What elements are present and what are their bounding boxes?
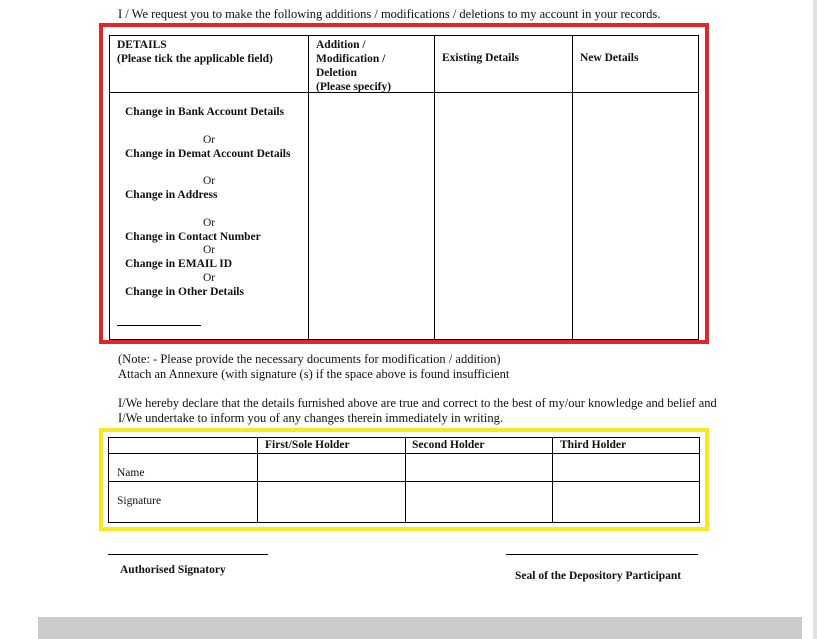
second-holder-header: Second Holder xyxy=(412,439,485,451)
option-address[interactable]: Change in Address xyxy=(125,189,218,201)
page-bottom-bar xyxy=(38,617,802,639)
new-details-header: New Details xyxy=(580,52,639,64)
column-divider xyxy=(405,438,406,522)
seal-label: Seal of the Depository Participant xyxy=(515,570,682,582)
option-bank-account[interactable]: Change in Bank Account Details xyxy=(125,106,285,118)
option-email-id[interactable]: Change in EMAIL ID xyxy=(125,258,233,270)
declaration-text: I/We hereby declare that the details furnished above are true and correct to the best of my/our knowledge and belief and I/We undertake to inform you of any changes therein immediately in writing. xyxy=(118,396,717,425)
holders-table xyxy=(108,437,700,523)
other-details-fill-line xyxy=(117,325,201,326)
column-divider xyxy=(552,438,553,522)
scrollbar-track[interactable] xyxy=(813,0,817,639)
details-header: DETAILS (Please tick the applicable field) xyxy=(117,39,273,65)
name-row-label: Name xyxy=(117,467,145,479)
option-demat-account[interactable]: Change in Demat Account Details xyxy=(125,148,291,160)
option-contact-number[interactable]: Change in Contact Number xyxy=(125,231,261,243)
column-divider xyxy=(572,36,573,339)
or-separator: Or xyxy=(203,175,216,187)
or-separator: Or xyxy=(203,244,216,256)
existing-details-header: Existing Details xyxy=(442,52,519,64)
or-separator: Or xyxy=(203,134,216,146)
authorised-signatory-label: Authorised Signatory xyxy=(120,564,226,576)
column-divider xyxy=(308,36,309,339)
first-holder-header: First/Sole Holder xyxy=(265,439,350,451)
option-other-details[interactable]: Change in Other Details xyxy=(125,286,244,298)
note-text: (Note: - Please provide the necessary documents for modification / addition) Attach an Annexure (with signature (s) if the space above is found insufficient xyxy=(118,352,510,381)
header-divider xyxy=(109,453,699,454)
intro-text: I / We request you to make the following additions / modifications / deletions to my account in your records. xyxy=(118,7,661,21)
or-separator: Or xyxy=(203,272,216,284)
column-divider xyxy=(434,36,435,339)
details-table xyxy=(109,35,699,340)
third-holder-header: Third Holder xyxy=(560,439,627,451)
authorised-signatory-line xyxy=(108,554,268,555)
column-divider xyxy=(257,438,258,522)
row-divider xyxy=(109,481,699,482)
signature-row-label: Signature xyxy=(117,495,162,507)
seal-line xyxy=(506,554,698,555)
or-separator: Or xyxy=(203,217,216,229)
header-divider xyxy=(110,92,698,93)
action-header: Addition / Modification / Deletion (Please specify) xyxy=(316,39,392,93)
